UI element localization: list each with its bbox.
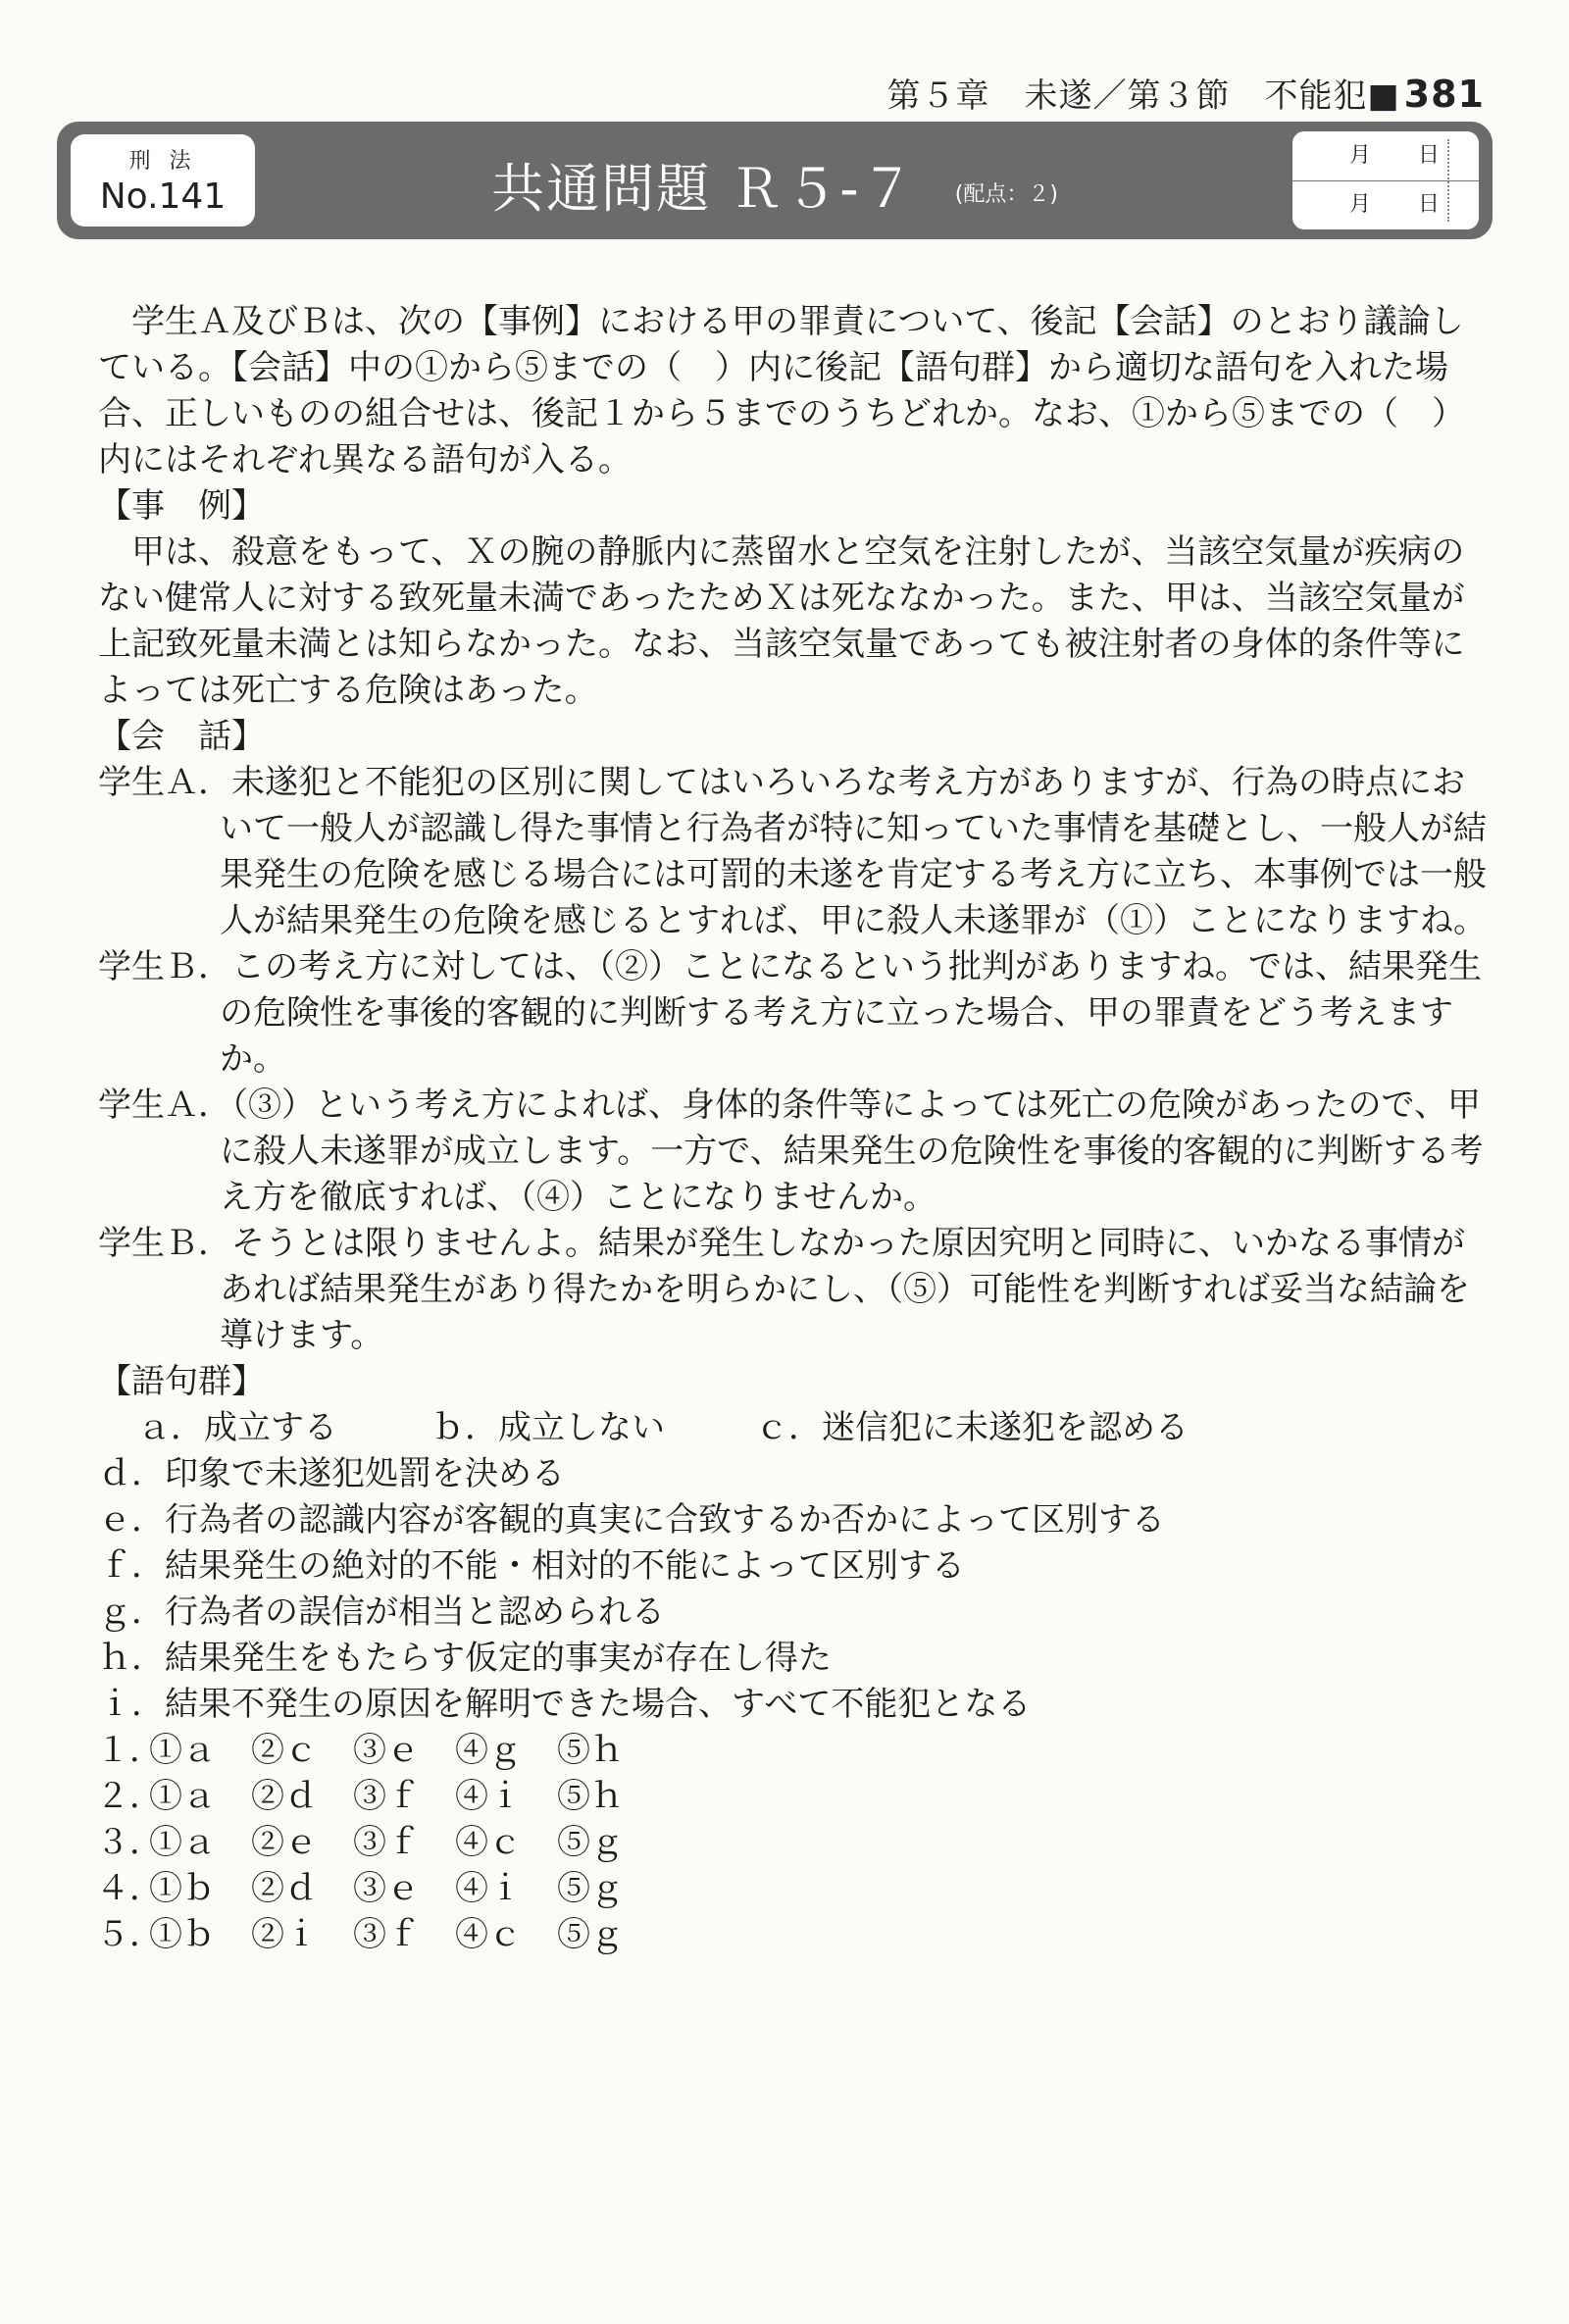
date-row (1292, 131, 1479, 181)
phrase-row (137, 1405, 1491, 1451)
choice-option: ③ｆ (353, 1777, 420, 1816)
choice-number: ２． (96, 1777, 163, 1816)
phrase-item: ｆ．結果発生の絶対的不能・相対的不能によって区別する (98, 1546, 965, 1586)
choice-option: ④ｃ (455, 1823, 522, 1862)
choice-option: ④ｉ (455, 1869, 522, 1908)
month-label: 月 (1349, 192, 1372, 217)
choice-option: ④ｃ (455, 1915, 522, 1954)
subject-label: 刑 法 (128, 149, 197, 174)
choice-number: ５． (96, 1915, 163, 1954)
check-column-divider (1447, 139, 1449, 222)
phrase-item: ｉ．結果不発生の原因を解明できた場合、すべて不能犯となる (98, 1685, 1032, 1724)
choice-option: ④ｉ (455, 1777, 522, 1816)
problem-number: No.141 (99, 177, 227, 217)
case-heading: 【事 例】 (98, 486, 265, 526)
question-body (98, 299, 1491, 1958)
choice-option: ②ｄ (251, 1869, 318, 1908)
choice-number: １． (96, 1731, 163, 1770)
choice-option: ⑤ｈ (557, 1777, 624, 1816)
choice-option: ①ｂ (149, 1915, 216, 1954)
problem-title (57, 147, 1493, 223)
choice-option: ③ｆ (353, 1915, 420, 1954)
answer-choice (96, 1912, 1491, 1958)
phrase-item: ｂ．成立しない (431, 1408, 665, 1447)
case-text: 甲は、殺意をもって、Ｘの腕の静脈内に蒸留水と空気を注射したが、当該空気量が疾病のない健常人に対する致死量未満であったためＸは死ななかった。また、甲は、当該空気量が上記致死量未満とは知らなかった。なお、当該空気量であっても被注射者の身体的条件等によっては死亡する危険はあった。 (98, 532, 1465, 710)
choice-option: ⑤ｇ (557, 1823, 624, 1862)
choice-option: ③ｅ (353, 1731, 420, 1770)
answer-choices (96, 1728, 1491, 1958)
choice-option: ①ａ (149, 1823, 216, 1862)
answer-choice (96, 1866, 1491, 1912)
points-label: (配点：２) (954, 181, 1058, 207)
choice-option: ②ｄ (251, 1777, 318, 1816)
answer-choice (96, 1728, 1491, 1774)
choice-option: ②ｉ (251, 1915, 318, 1954)
phrase-item: ｈ．結果発生をもたらす仮定的事実が存在し得た (98, 1639, 832, 1678)
month-label: 月 (1349, 143, 1372, 168)
choice-number: ３． (96, 1823, 163, 1862)
problem-header (57, 122, 1493, 239)
phrases-heading: 【語句群】 (98, 1362, 265, 1401)
choice-option: ①ｂ (149, 1869, 216, 1908)
answer-choice (96, 1820, 1491, 1866)
phrase-item: ｇ．行為者の誤信が相当と認められる (98, 1592, 665, 1632)
chapter-section-label: 第５章 未遂／第３節 不能犯■ (886, 76, 1400, 116)
date-row (1292, 180, 1479, 229)
choice-option: ④ｇ (455, 1731, 522, 1770)
choice-option: ③ｆ (353, 1823, 420, 1862)
phrase-item: ｄ．印象で未遂犯処罰を決める (98, 1454, 565, 1493)
dialogue-heading: 【会 話】 (98, 717, 265, 756)
choice-option: ①ａ (149, 1731, 216, 1770)
running-head (887, 69, 1485, 117)
study-date-box (1292, 131, 1479, 229)
phrase-item: ｅ．行為者の認識内容が客観的真実に合致するか否かによって区別する (98, 1500, 1165, 1540)
day-label: 日 (1418, 192, 1441, 217)
phrase-item: ｃ．迷信犯に未遂犯を認める (755, 1408, 1189, 1447)
choice-option: ⑤ｈ (557, 1731, 624, 1770)
question-stem: 学生Ａ及びＢは、次の【事例】における甲の罪責について、後記【会話】のとおり議論している。【会話】中の①から⑤までの（ ）内に後記【語句群】から適切な語句を入れた場合、正しいものの組合せは、後記１から５までのうちどれか。なお、①から⑤までの（ ）内にはそれぞれ異なる語句が入る。 (98, 302, 1465, 480)
choice-option: ②ｃ (251, 1731, 318, 1770)
choice-option: ②ｅ (251, 1823, 318, 1862)
dialogue-line: 学生Ｂ．そうとは限りませんよ。結果が発生しなかった原因究明と同時に、いかなる事情があれば結果発生があり得たかを明らかにし、（⑤）可能性を判断すれば妥当な結論を導けます。 (98, 1224, 1470, 1355)
dialogue-line: 学生Ａ．未遂犯と不能犯の区別に関してはいろいろな考え方がありますが、行為の時点において一般人が認識し得た事情と行為者が特に知っていた事情を基礎とし、一般人が結果発生の危険を感じる場合には可罰的未遂を肯定する考え方に立ち、本事例では一般人が結果発生の危険を感じるとすれば、甲に殺人未遂罪が（①）ことになりますね。 (98, 763, 1487, 940)
page-number: 381 (1403, 73, 1485, 116)
day-label: 日 (1418, 143, 1441, 168)
dialogue-line: 学生Ａ．（③）という考え方によれば、身体的条件等によっては死亡の危険があったので、甲に殺人未遂罪が成立します。一方で、結果発生の危険性を事後的客観的に判断する考え方を徹底すれば、（④）ことになりませんか。 (98, 1086, 1484, 1217)
choice-option: ⑤ｇ (557, 1915, 624, 1954)
choice-option: ①ａ (149, 1777, 216, 1816)
answer-choice (96, 1774, 1491, 1820)
problem-title-text: 共通問題 Ｒ５-７ (491, 158, 916, 220)
dialogue-line: 学生Ｂ．この考え方に対しては、（②）ことになるという批判がありますね。では、結果発生の危険性を事後的客観的に判断する考え方に立った場合、甲の罪責をどう考えますか。 (98, 947, 1482, 1079)
choice-option: ⑤ｇ (557, 1869, 624, 1908)
choice-number: ４． (96, 1869, 163, 1908)
phrase-item: ａ．成立する (137, 1408, 337, 1447)
choice-option: ③ｅ (353, 1869, 420, 1908)
